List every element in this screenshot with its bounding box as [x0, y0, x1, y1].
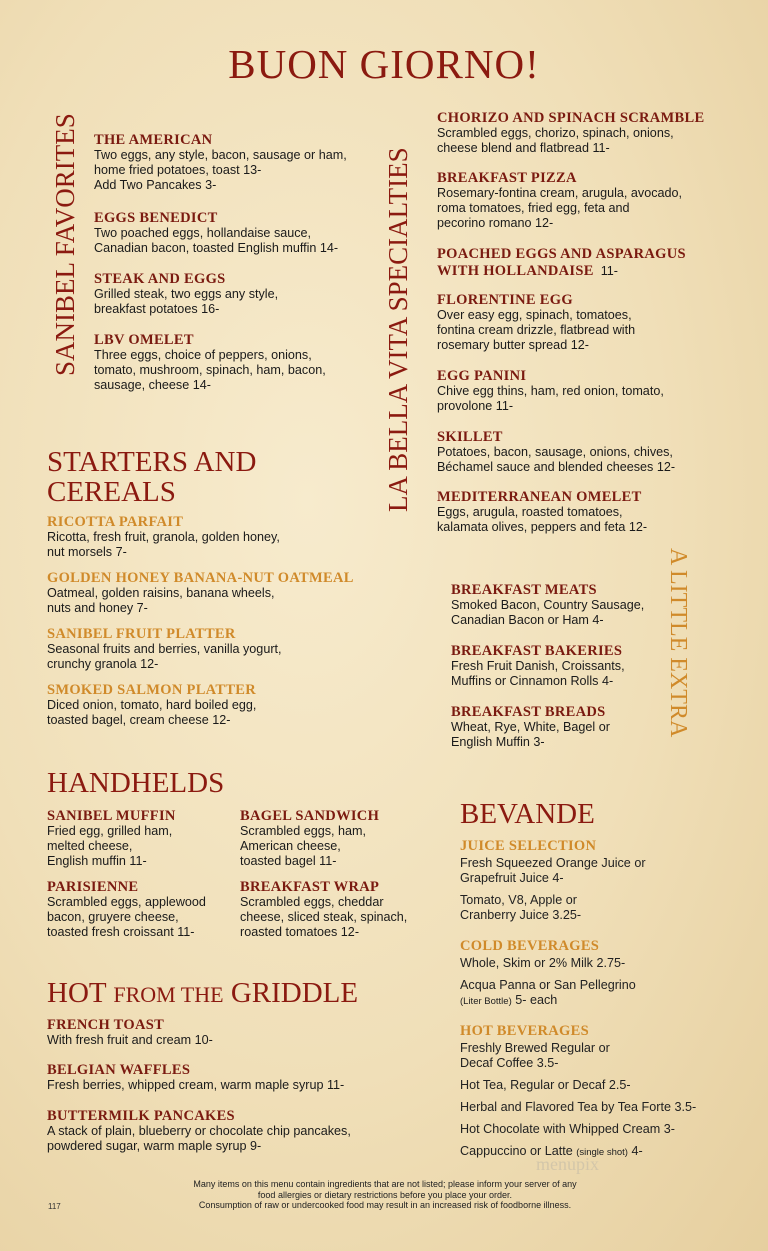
item-desc: American cheese,	[240, 839, 341, 853]
item-desc: nuts and honey 7-	[47, 601, 148, 615]
footer-disclaimer	[150, 1179, 620, 1211]
item-name: PARISIENNE	[47, 879, 139, 895]
griddle-heading	[47, 978, 358, 1010]
item-desc: roma tomatoes, fried egg, feta and	[437, 201, 630, 215]
hot-heading: HOT BEVERAGES	[460, 1023, 589, 1039]
item-desc: Fresh berries, whipped cream, warm maple syrup 11-	[47, 1078, 345, 1092]
menu-item	[47, 514, 280, 560]
juice-line: Cranberry Juice 3.25-	[460, 908, 582, 922]
item-desc: Fried egg, grilled ham,	[47, 824, 173, 838]
item-name: BAGEL SANDWICH	[240, 808, 380, 824]
bevande-heading: BEVANDE	[460, 798, 595, 830]
item-desc: Eggs, arugula, roasted tomatoes,	[437, 505, 623, 519]
menu-item	[437, 246, 686, 280]
item-desc: tomato, mushroom, spinach, ham, bacon,	[94, 363, 326, 377]
cold-note: (Liter Bottle)	[460, 996, 512, 1007]
item-name: SKILLET	[437, 429, 503, 445]
cold-price: 5- each	[511, 993, 558, 1007]
juice-line: Grapefruit Juice 4-	[460, 871, 564, 885]
hot-item	[460, 1041, 610, 1071]
item-name: SANIBEL FRUIT PLATTER	[47, 626, 236, 642]
item-desc: crunchy granola 12-	[47, 657, 159, 671]
menu-item	[47, 879, 206, 940]
starters-heading-line2: CEREALS	[47, 476, 176, 508]
item-name: STEAK AND EGGS	[94, 271, 226, 287]
item-price: 11-	[600, 264, 618, 278]
item-desc: toasted bagel 11-	[240, 854, 337, 868]
menu-item	[94, 210, 338, 256]
item-desc: Smoked Bacon, Country Sausage,	[451, 598, 645, 612]
item-name: BREAKFAST PIZZA	[437, 170, 577, 186]
sanibel-favorites-heading: SANIBEL FAVORITES	[50, 113, 80, 376]
menu-item	[47, 1062, 344, 1093]
footer-line: Many items on this menu contain ingredients that are not listed; please inform your server of any	[193, 1179, 577, 1189]
griddle-heading-from-the: FROM THE	[113, 982, 224, 1007]
menu-item	[240, 879, 407, 940]
item-desc: Two eggs, any style, bacon, sausage or ham,	[94, 148, 347, 162]
item-desc: Diced onion, tomato, hard boiled egg,	[47, 698, 257, 712]
item-desc: Seasonal fruits and berries, vanilla yogurt,	[47, 642, 282, 656]
menu-item	[47, 1108, 351, 1154]
watermark: menupix	[536, 1154, 599, 1174]
hot-line: Cappuccino or Latte	[460, 1144, 573, 1158]
cold-heading: COLD BEVERAGES	[460, 938, 600, 954]
item-desc: toasted bagel, cream cheese 12-	[47, 713, 231, 727]
menu-item	[240, 808, 379, 869]
menu-item	[47, 626, 282, 672]
item-name-line2: WITH HOLLANDAISE	[437, 263, 594, 279]
hot-item: Hot Chocolate with Whipped Cream 3-	[460, 1122, 675, 1136]
page-title: BUON GIORNO!	[228, 41, 540, 87]
item-desc: Grilled steak, two eggs any style,	[94, 287, 279, 301]
menu-item	[437, 170, 682, 231]
cold-item	[460, 978, 636, 1009]
menu-item	[437, 110, 704, 156]
item-desc: fontina cream drizzle, flatbread with	[437, 323, 636, 337]
item-desc: Wheat, Rye, White, Bagel or	[451, 720, 610, 734]
item-desc: cheese, sliced steak, spinach,	[240, 910, 408, 924]
a-little-extra-heading: A LITTLE EXTRA	[665, 548, 691, 738]
item-desc: kalamata olives, peppers and feta 12-	[437, 520, 648, 534]
item-name: FLORENTINE EGG	[437, 292, 573, 308]
item-desc: A stack of plain, blueberry or chocolate chip pancakes,	[47, 1124, 351, 1138]
item-desc: Scrambled eggs, ham,	[240, 824, 366, 838]
item-name: SANIBEL MUFFIN	[47, 808, 176, 824]
item-desc: rosemary butter spread 12-	[437, 338, 589, 352]
juice-line: Tomato, V8, Apple or	[460, 893, 577, 907]
hot-note: (single shot)	[576, 1147, 628, 1158]
item-name: GOLDEN HONEY BANANA-NUT OATMEAL	[47, 570, 354, 586]
footer-line: Consumption of raw or undercooked food may result in an increased risk of foodborne illness.	[198, 1200, 572, 1210]
juice-item	[460, 893, 581, 923]
item-desc: sausage, cheese 14-	[94, 378, 211, 392]
item-desc: roasted tomatoes 12-	[240, 925, 360, 939]
menu-item	[437, 292, 635, 353]
menu-item	[47, 1017, 213, 1048]
item-desc: English muffin 11-	[47, 854, 147, 868]
menu-item	[94, 271, 278, 317]
item-desc: powdered sugar, warm maple syrup 9-	[47, 1139, 262, 1153]
menu-item	[437, 489, 647, 535]
item-desc: Rosemary-fontina cream, arugula, avocado,	[437, 186, 683, 200]
item-name: BUTTERMILK PANCAKES	[47, 1108, 235, 1124]
menu-item	[47, 808, 176, 869]
item-name: BELGIAN WAFFLES	[47, 1062, 191, 1078]
item-desc: Potatoes, bacon, sausage, onions, chives,	[437, 445, 673, 459]
item-desc: Add Two Pancakes 3-	[94, 178, 217, 192]
item-name: MEDITERRANEAN OMELET	[437, 489, 642, 505]
item-desc: Canadian Bacon or Ham 4-	[451, 613, 604, 627]
item-name: EGG PANINI	[437, 368, 527, 384]
item-desc: Oatmeal, golden raisins, banana wheels,	[47, 586, 275, 600]
menu-item	[94, 132, 347, 193]
menu-item	[437, 368, 664, 414]
cold-item: Whole, Skim or 2% Milk 2.75-	[460, 956, 626, 970]
menu-item	[451, 704, 610, 750]
item-name: THE AMERICAN	[94, 132, 213, 148]
juice-item	[460, 856, 646, 886]
item-desc: provolone 11-	[437, 399, 514, 413]
item-desc: cheese blend and flatbread 11-	[437, 141, 610, 155]
menu-item	[451, 582, 644, 628]
item-desc: Scrambled eggs, cheddar	[240, 895, 384, 909]
item-desc: nut morsels 7-	[47, 545, 127, 559]
hot-line: Freshly Brewed Regular or	[460, 1041, 610, 1055]
item-desc: melted cheese,	[47, 839, 133, 853]
item-desc: Chive egg thins, ham, red onion, tomato,	[437, 384, 664, 398]
item-desc: breakfast potatoes 16-	[94, 302, 220, 316]
item-name: BREAKFAST BREADS	[451, 704, 606, 720]
hot-price: 4-	[627, 1144, 643, 1158]
item-name: LBV OMELET	[94, 332, 194, 348]
la-bella-vita-heading: LA BELLA VITA SPECIALTIES	[383, 147, 413, 512]
juice-line: Fresh Squeezed Orange Juice or	[460, 856, 646, 870]
item-desc: Canadian bacon, toasted English muffin 14-	[94, 241, 339, 255]
item-name: BREAKFAST WRAP	[240, 879, 380, 895]
item-desc: toasted fresh croissant 11-	[47, 925, 195, 939]
item-name: EGGS BENEDICT	[94, 210, 218, 226]
item-name: SMOKED SALMON PLATTER	[47, 682, 257, 698]
hot-line: Decaf Coffee 3.5-	[460, 1056, 559, 1070]
menu-item	[437, 429, 675, 475]
menu-item	[451, 643, 625, 689]
item-desc: Ricotta, fresh fruit, granola, golden honey,	[47, 530, 280, 544]
menu-item	[47, 570, 354, 616]
item-desc: Muffins or Cinnamon Rolls 4-	[451, 674, 614, 688]
item-desc: pecorino romano 12-	[437, 216, 554, 230]
griddle-heading-hot: HOT	[47, 977, 107, 1009]
item-name: BREAKFAST BAKERIES	[451, 643, 623, 659]
item-desc: Two poached eggs, hollandaise sauce,	[94, 226, 312, 240]
item-name: CHORIZO AND SPINACH SCRAMBLE	[437, 110, 705, 126]
footer-line: food allergies or dietary restrictions before you place your order.	[257, 1189, 513, 1200]
item-desc: Béchamel sauce and blended cheeses 12-	[437, 460, 676, 474]
item-desc: Scrambled eggs, chorizo, spinach, onions,	[437, 126, 674, 140]
griddle-heading-griddle: GRIDDLE	[230, 977, 359, 1009]
item-desc: home fried potatoes, toast 13-	[94, 163, 262, 177]
item-name: BREAKFAST MEATS	[451, 582, 597, 598]
item-name: POACHED EGGS AND ASPARAGUS	[437, 246, 686, 262]
cold-line: Acqua Panna or San Pellegrino	[460, 978, 636, 992]
item-desc: Three eggs, choice of peppers, onions,	[94, 348, 312, 362]
item-desc: English Muffin 3-	[451, 735, 545, 749]
juice-heading: JUICE SELECTION	[460, 838, 597, 854]
starters-heading-line1: STARTERS AND	[47, 446, 257, 478]
starters-heading	[47, 447, 256, 507]
item-desc: bacon, gruyere cheese,	[47, 910, 179, 924]
hot-item: Hot Tea, Regular or Decaf 2.5-	[460, 1078, 631, 1092]
page-number: 117	[48, 1202, 61, 1211]
menu-item	[94, 332, 326, 393]
menu-item	[47, 682, 256, 728]
item-name: FRENCH TOAST	[47, 1017, 165, 1033]
hot-item: Herbal and Flavored Tea by Tea Forte 3.5-	[460, 1100, 697, 1114]
item-name: RICOTTA PARFAIT	[47, 514, 184, 530]
item-desc: With fresh fruit and cream 10-	[47, 1033, 213, 1047]
handhelds-heading: HANDHELDS	[47, 767, 225, 799]
item-desc: Fresh Fruit Danish, Croissants,	[451, 659, 625, 673]
item-desc: Scrambled eggs, applewood	[47, 895, 206, 909]
item-desc: Over easy egg, spinach, tomatoes,	[437, 308, 632, 322]
